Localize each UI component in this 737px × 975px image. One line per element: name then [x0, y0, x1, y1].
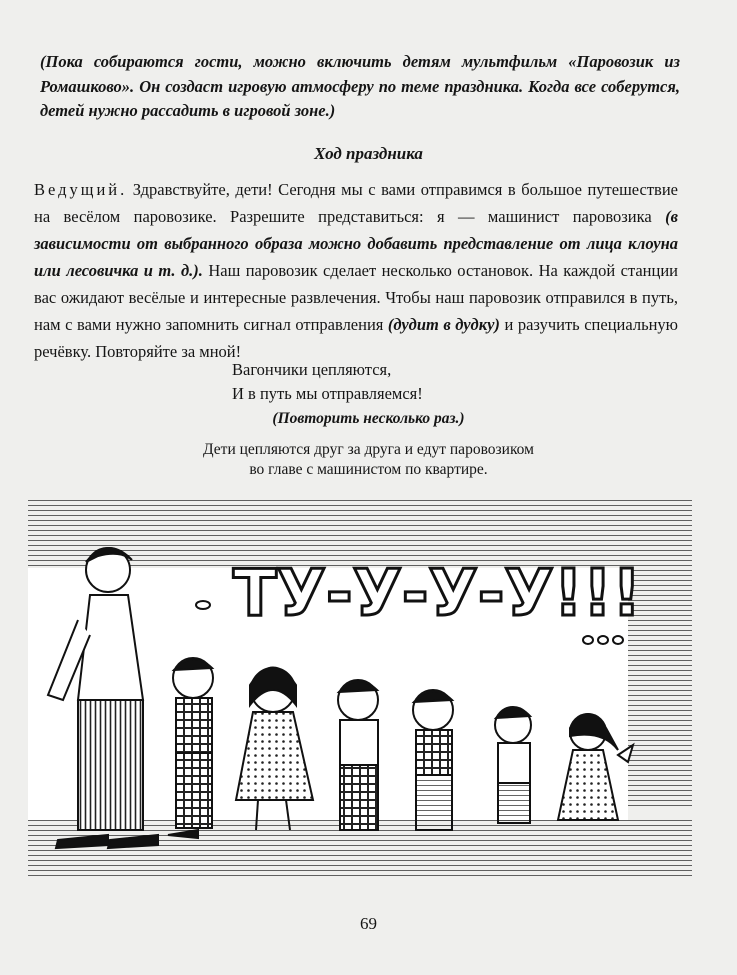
section-heading: Ход праздника	[314, 144, 423, 163]
child-5	[495, 707, 531, 823]
paragraph-text-3: и разучить специальную речёвку. Повторяйте за мной!	[34, 315, 679, 361]
chant-verse	[232, 358, 423, 406]
caption-line-1: Дети цепляются друг за друга и едут паровозиком	[203, 441, 534, 458]
paragraph-text-2: Наш паровозик сделает несколько остановок. На каждой станции вас ожидают весёлые и интересные развлечения. Чтобы наш паровозик отправился в путь, нам с вами нужно запомнить сигнал отправления	[34, 261, 678, 334]
page-number: 69	[360, 914, 377, 933]
speaker-label: Ведущий.	[34, 180, 128, 199]
shout-text: ТУ-У-У-У!!!	[233, 557, 642, 631]
verse-line-1: Вагончики цепляются,	[232, 360, 392, 379]
shout-lettering	[196, 557, 641, 644]
child-4	[413, 690, 453, 830]
repeat-instruction: (Повторить несколько раз.)	[272, 410, 465, 427]
child-3	[338, 680, 378, 830]
caption-line-2: во главе с машинистом по квартире.	[249, 461, 488, 478]
paragraph-text-1: Здравствуйте, дети! Сегодня мы с вами отправимся в большое путешествие на весёлом паровозике. Разрешите представиться: я — машинист паровозика	[34, 180, 678, 226]
verse-line-2: И в путь мы отправляемся!	[232, 384, 423, 403]
paragraph-italic-2: (дудит в дудку)	[387, 315, 500, 334]
train-game-illustration	[28, 500, 692, 900]
action-caption	[0, 440, 737, 480]
intro-note: (Пока собираются гости, можно включить детям мультфильм «Паровозик из Ромашково». Он создаст игровую атмосферу по теме праздника. Когда все соберутся, детей нужно рассадить в игровой зоне.)	[40, 52, 680, 120]
paragraph-italic-1: (в зависимости от выбранного образа можно добавить представление от лица клоуна или лесовичка и т. д.).	[34, 207, 678, 280]
host-paragraph	[34, 176, 678, 365]
